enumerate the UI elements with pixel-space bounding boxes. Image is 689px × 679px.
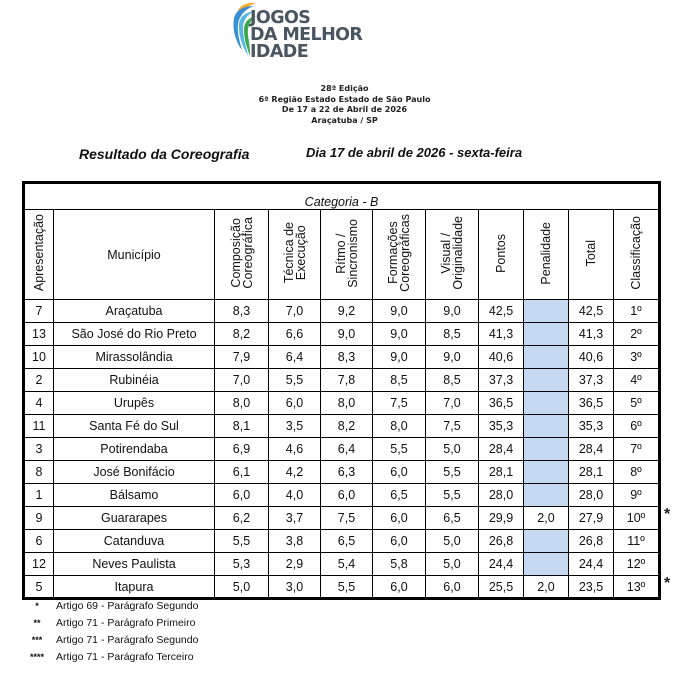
cell-apresentacao: 10 — [24, 346, 54, 369]
cell-composicao: 8,0 — [215, 392, 269, 415]
cell-ritmo: 7,5 — [321, 507, 373, 530]
cell-penalidade — [524, 369, 569, 392]
cell-municipio: Neves Paulista — [54, 553, 215, 576]
table-row — [24, 484, 660, 507]
cell-ritmo: 6,0 — [321, 484, 373, 507]
cell-municipio: São José do Rio Preto — [54, 323, 215, 346]
col-header-tecnica: Técnica de Execução — [269, 210, 321, 300]
cell-visual: 5,5 — [426, 484, 479, 507]
cell-tecnica: 3,5 — [269, 415, 321, 438]
table-row — [24, 323, 660, 346]
cell-ritmo: 8,2 — [321, 415, 373, 438]
cell-pontos: 28,4 — [479, 438, 524, 461]
cell-pontos: 41,3 — [479, 323, 524, 346]
cell-ritmo: 5,4 — [321, 553, 373, 576]
cell-composicao: 5,3 — [215, 553, 269, 576]
cell-visual: 7,5 — [426, 415, 479, 438]
cell-pontos: 28,0 — [479, 484, 524, 507]
cell-total: 40,6 — [569, 346, 614, 369]
cell-visual: 9,0 — [426, 300, 479, 323]
cell-apresentacao: 11 — [24, 415, 54, 438]
cell-formacoes: 8,5 — [373, 369, 426, 392]
cell-classificacao: 12º — [614, 553, 660, 576]
cell-pontos: 26,8 — [479, 530, 524, 553]
cell-ritmo: 6,5 — [321, 530, 373, 553]
cell-composicao: 8,2 — [215, 323, 269, 346]
cell-total: 26,8 — [569, 530, 614, 553]
col-header-ritmo: Rítmo / Sincronismo — [321, 210, 373, 300]
col-header-apresentacao: Apresentação — [24, 210, 54, 300]
table-row — [24, 553, 660, 576]
cell-composicao: 8,3 — [215, 300, 269, 323]
cell-formacoes: 6,5 — [373, 484, 426, 507]
cell-penalidade — [524, 438, 569, 461]
cell-penalidade: 2,0 — [524, 507, 569, 530]
cell-apresentacao: 3 — [24, 438, 54, 461]
cell-ritmo: 9,2 — [321, 300, 373, 323]
cell-classificacao: 8º — [614, 461, 660, 484]
cell-visual: 8,5 — [426, 369, 479, 392]
cell-classificacao: 2º — [614, 323, 660, 346]
cell-formacoes: 6,0 — [373, 461, 426, 484]
cell-ritmo: 7,8 — [321, 369, 373, 392]
cell-municipio: Mirassolândia — [54, 346, 215, 369]
cell-total: 37,3 — [569, 369, 614, 392]
cell-classificacao: 9º — [614, 484, 660, 507]
logo-text — [250, 10, 362, 61]
column-header-row — [24, 210, 660, 300]
cell-formacoes: 5,5 — [373, 438, 426, 461]
cell-municipio: Guararapes — [54, 507, 215, 530]
results-date: Dia 17 de abril de 2026 - sexta-feira — [306, 145, 523, 160]
cell-ritmo: 5,5 — [321, 576, 373, 599]
cell-pontos: 36,5 — [479, 392, 524, 415]
logo-line-3: IDADE — [250, 42, 309, 62]
cell-classificacao: 7º — [614, 438, 660, 461]
cell-tecnica: 4,0 — [269, 484, 321, 507]
cell-total: 27,9 — [569, 507, 614, 530]
cell-ritmo: 9,0 — [321, 323, 373, 346]
cell-pontos: 25,5 — [479, 576, 524, 599]
cell-formacoes: 9,0 — [373, 346, 426, 369]
footnote-3: *** Artigo 71 - Parágrafo Segundo — [31, 634, 199, 646]
col-header-visual: Visual / Originalidade — [426, 210, 479, 300]
cell-visual: 5,0 — [426, 553, 479, 576]
cell-classificacao: 6º — [614, 415, 660, 438]
cell-penalidade — [524, 461, 569, 484]
table-row — [24, 461, 660, 484]
cell-composicao: 6,1 — [215, 461, 269, 484]
cell-penalidade — [524, 553, 569, 576]
cell-classificacao: 3º — [614, 346, 660, 369]
logo-line-2: DA MELHOR — [250, 25, 363, 45]
cell-classificacao: 1º — [614, 300, 660, 323]
cell-apresentacao: 8 — [24, 461, 54, 484]
logo-line-1: JOGOS — [250, 8, 311, 28]
cell-visual: 5,0 — [426, 438, 479, 461]
cell-formacoes: 5,8 — [373, 553, 426, 576]
table-row — [24, 392, 660, 415]
cell-formacoes: 6,0 — [373, 576, 426, 599]
cell-tecnica: 3,7 — [269, 507, 321, 530]
cell-classificacao: 5º — [614, 392, 660, 415]
category-header: Categoria - B — [24, 183, 660, 210]
cell-pontos: 24,4 — [479, 553, 524, 576]
cell-apresentacao: 2 — [24, 369, 54, 392]
cell-ritmo: 6,3 — [321, 461, 373, 484]
cell-apresentacao: 7 — [24, 300, 54, 323]
cell-visual: 5,0 — [426, 530, 479, 553]
cell-classificacao: 4º — [614, 369, 660, 392]
cell-tecnica: 6,0 — [269, 392, 321, 415]
cell-municipio: Bálsamo — [54, 484, 215, 507]
cell-visual: 8,5 — [426, 323, 479, 346]
cell-total: 28,0 — [569, 484, 614, 507]
cell-formacoes: 6,0 — [373, 530, 426, 553]
cell-pontos: 28,1 — [479, 461, 524, 484]
cell-penalidade — [524, 323, 569, 346]
cell-formacoes: 8,0 — [373, 415, 426, 438]
edition-region: 6ª Região Estado Estado de São Paulo — [258, 94, 431, 104]
col-header-formacoes: Formações Coreográficas — [373, 210, 426, 300]
cell-total: 23,5 — [569, 576, 614, 599]
cell-total: 28,4 — [569, 438, 614, 461]
cell-penalidade — [524, 300, 569, 323]
cell-ritmo: 6,4 — [321, 438, 373, 461]
cell-composicao: 7,0 — [215, 369, 269, 392]
cell-municipio: Urupês — [54, 392, 215, 415]
table-row — [24, 346, 660, 369]
footnote-marker: * — [664, 506, 671, 523]
cell-tecnica: 5,5 — [269, 369, 321, 392]
cell-apresentacao: 12 — [24, 553, 54, 576]
cell-pontos: 37,3 — [479, 369, 524, 392]
cell-tecnica: 4,6 — [269, 438, 321, 461]
table-row — [24, 300, 660, 323]
results-table — [22, 181, 661, 600]
cell-total: 35,3 — [569, 415, 614, 438]
cell-composicao: 6,0 — [215, 484, 269, 507]
cell-municipio: José Bonifácio — [54, 461, 215, 484]
col-header-municipio: Município — [54, 210, 215, 300]
col-header-composicao: Composição Coreográfica — [215, 210, 269, 300]
cell-formacoes: 6,0 — [373, 507, 426, 530]
col-header-pontos: Pontos — [479, 210, 524, 300]
table-row — [24, 438, 660, 461]
cell-tecnica: 7,0 — [269, 300, 321, 323]
cell-penalidade — [524, 346, 569, 369]
table-row — [24, 530, 660, 553]
cell-tecnica: 3,0 — [269, 576, 321, 599]
cell-classificacao: 11º — [614, 530, 660, 553]
cell-tecnica: 6,4 — [269, 346, 321, 369]
cell-municipio: Araçatuba — [54, 300, 215, 323]
cell-composicao: 6,2 — [215, 507, 269, 530]
edition-dates: De 17 a 22 de Abril de 2026 — [281, 105, 408, 114]
table-row — [24, 369, 660, 392]
cell-municipio: Potirendaba — [54, 438, 215, 461]
cell-composicao: 5,0 — [215, 576, 269, 599]
cell-penalidade: 2,0 — [524, 576, 569, 599]
footnotes — [22, 598, 198, 666]
cell-tecnica: 4,2 — [269, 461, 321, 484]
cell-pontos: 35,3 — [479, 415, 524, 438]
footnote-1: * Artigo 69 - Parágrafo Segundo — [35, 600, 199, 612]
cell-apresentacao: 6 — [24, 530, 54, 553]
cell-total: 42,5 — [569, 300, 614, 323]
footnote-marker: * — [664, 575, 671, 592]
cell-classificacao: 10º — [614, 507, 660, 530]
logo-jogos-da-melhor-idade — [228, 0, 363, 80]
col-header-penalidade: Penalidade — [524, 210, 569, 300]
cell-apresentacao: 1 — [24, 484, 54, 507]
results-title: Resultado da Coreografia — [79, 146, 250, 162]
cell-ritmo: 8,0 — [321, 392, 373, 415]
edition-info — [0, 84, 689, 126]
cell-apresentacao: 5 — [24, 576, 54, 599]
cell-total: 36,5 — [569, 392, 614, 415]
cell-municipio: Itapura — [54, 576, 215, 599]
cell-penalidade — [524, 530, 569, 553]
table-row — [24, 576, 660, 599]
cell-total: 41,3 — [569, 323, 614, 346]
cell-visual: 5,5 — [426, 461, 479, 484]
edition-city: Araçatuba / SP — [311, 115, 378, 125]
cell-visual: 6,5 — [426, 507, 479, 530]
cell-apresentacao: 9 — [24, 507, 54, 530]
cell-composicao: 8,1 — [215, 415, 269, 438]
col-header-classificacao: Classificação — [614, 210, 660, 300]
cell-municipio: Santa Fé do Sul — [54, 415, 215, 438]
cell-visual: 6,0 — [426, 576, 479, 599]
cell-penalidade — [524, 484, 569, 507]
cell-formacoes: 9,0 — [373, 300, 426, 323]
cell-total: 24,4 — [569, 553, 614, 576]
cell-composicao: 6,9 — [215, 438, 269, 461]
cell-formacoes: 9,0 — [373, 323, 426, 346]
cell-penalidade — [524, 392, 569, 415]
cell-municipio: Rubinéia — [54, 369, 215, 392]
cell-tecnica: 6,6 — [269, 323, 321, 346]
cell-apresentacao: 13 — [24, 323, 54, 346]
cell-visual: 7,0 — [426, 392, 479, 415]
table-row — [24, 507, 660, 530]
cell-tecnica: 3,8 — [269, 530, 321, 553]
cell-formacoes: 7,5 — [373, 392, 426, 415]
cell-composicao: 7,9 — [215, 346, 269, 369]
cell-municipio: Catanduva — [54, 530, 215, 553]
cell-visual: 9,0 — [426, 346, 479, 369]
cell-pontos: 40,6 — [479, 346, 524, 369]
cell-ritmo: 8,3 — [321, 346, 373, 369]
cell-total: 28,1 — [569, 461, 614, 484]
cell-tecnica: 2,9 — [269, 553, 321, 576]
footnote-4: **** Artigo 71 - Parágrafo Terceiro — [29, 651, 194, 663]
cell-composicao: 5,5 — [215, 530, 269, 553]
cell-classificacao: 13º — [614, 576, 660, 599]
col-header-total: Total — [569, 210, 614, 300]
cell-pontos: 29,9 — [479, 507, 524, 530]
edition-number: 28ª Edição — [320, 84, 369, 93]
footnote-2: ** Artigo 71 - Parágrafo Primeiro — [33, 617, 196, 629]
cell-apresentacao: 4 — [24, 392, 54, 415]
cell-penalidade — [524, 415, 569, 438]
table-row — [24, 415, 660, 438]
cell-pontos: 42,5 — [479, 300, 524, 323]
